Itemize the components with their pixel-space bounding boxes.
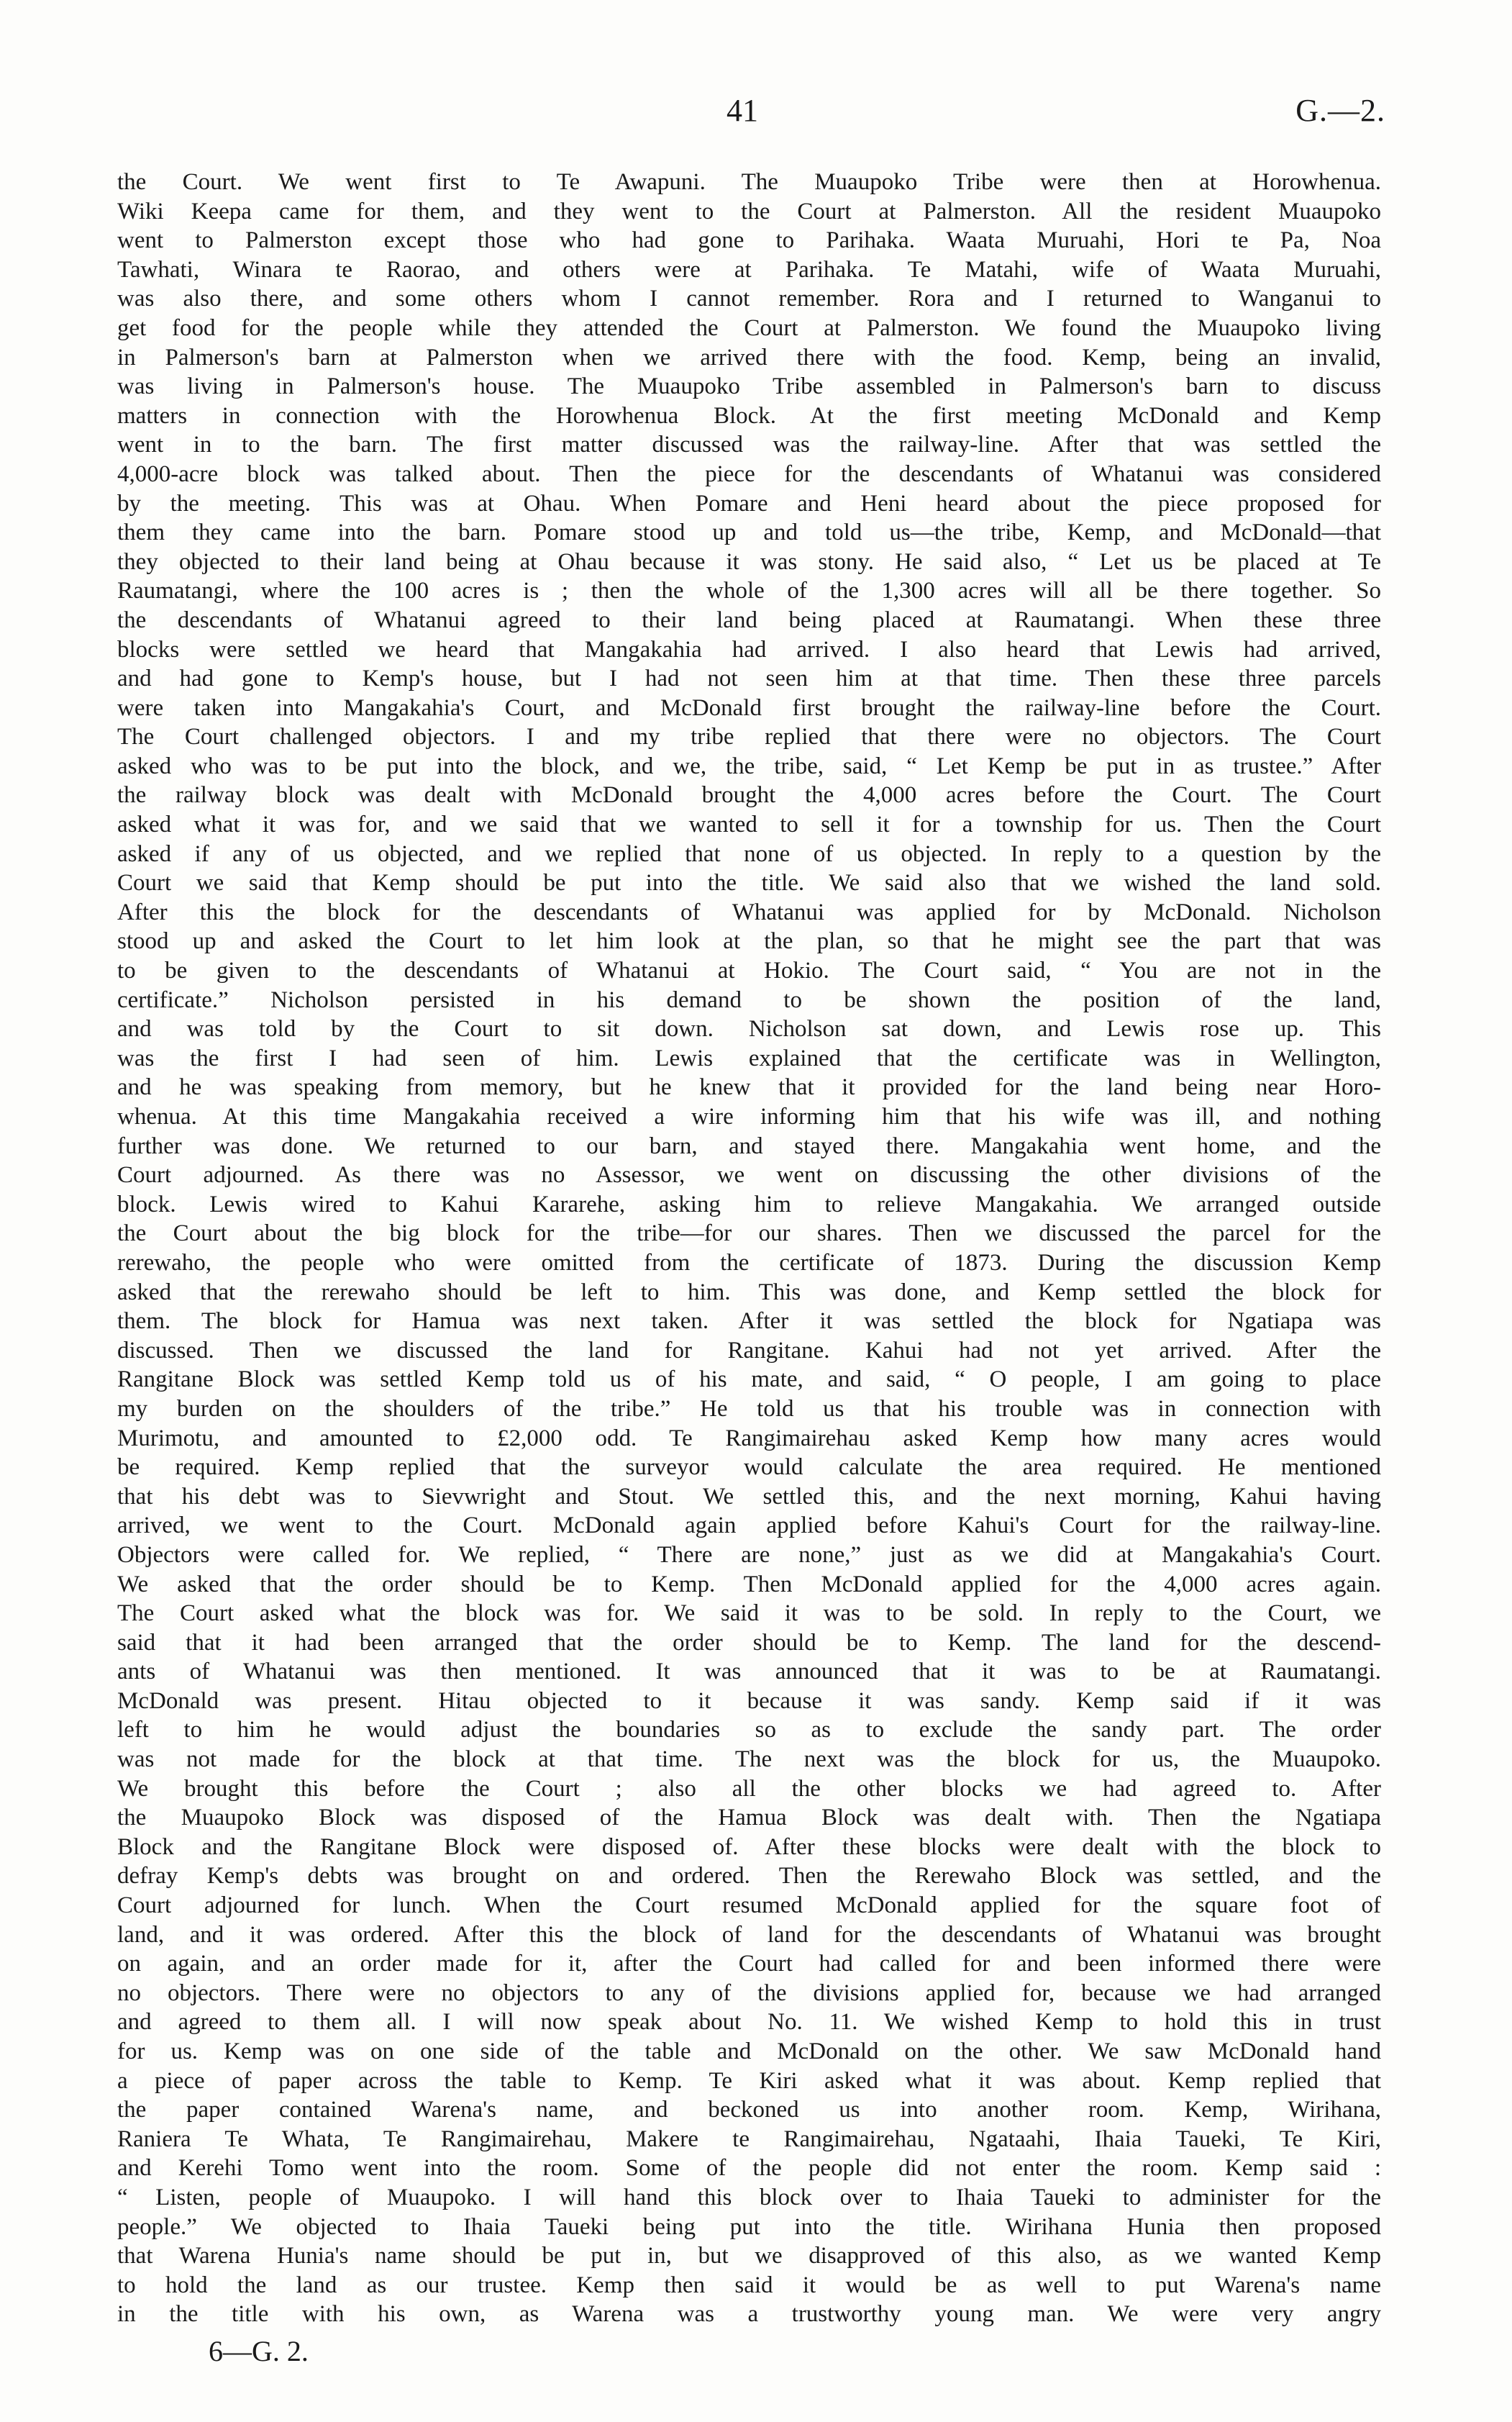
body-line: Block and the Rangitane Block were disposed of. After these blocks were dealt with the block to — [117, 1833, 1381, 1860]
body-line: The Court asked what the block was for. We said it was to be sold. In reply to the Court, we — [117, 1600, 1381, 1627]
body-line: was not made for the block at that time. The next was the block for us, the Muaupoko. — [117, 1746, 1381, 1773]
body-line: further was done. We returned to our barn, and stayed there. Mangakahia went home, and the — [117, 1133, 1381, 1159]
body-line: the Muaupoko Block was disposed of the Hamua Block was dealt with. Then the Ngatiapa — [117, 1805, 1381, 1831]
body-line: my burden on the shoulders of the tribe.” He told us that his trouble was in connection with — [117, 1395, 1381, 1422]
document-reference: G.—2. — [1295, 93, 1385, 128]
body-line: The Court challenged objectors. I and my tribe replied that there were no objectors. The Court — [117, 724, 1381, 750]
body-line: 4,000-acre block was talked about. Then the piece for the descendants of Whatanui was considered — [117, 461, 1381, 487]
body-line: the railway block was dealt with McDonald brought the 4,000 acres before the Court. The Court — [117, 782, 1381, 809]
body-line: no objectors. There were no objectors to any of the divisions applied for, because we had arranged — [117, 1979, 1381, 2006]
body-line: said that it had been arranged that the order should be to Kemp. The land for the descend- — [117, 1629, 1381, 1656]
body-line: Raniera Te Whata, Te Rangimairehau, Makere te Rangimairehau, Ngataahi, Ihaia Taueki, Te Kiri, — [117, 2126, 1381, 2152]
body-line: be required. Kemp replied that the surveyor would calculate the area required. He mentioned — [117, 1454, 1381, 1481]
body-line: Objectors were called for. We replied, “ There are none,” just as we did at Mangakahia's Court. — [117, 1541, 1381, 1568]
body-line: on again, and an order made for it, after the Court had called for and been informed there were — [117, 1951, 1381, 1977]
body-line: left to him he would adjust the boundaries so as to exclude the sandy part. The order — [117, 1717, 1381, 1743]
body-line: that his debt was to Sievwright and Stout. We settled this, and the next morning, Kahui having — [117, 1483, 1381, 1510]
body-line: asked if any of us objected, and we replied that none of us objected. In reply to a question by the — [117, 840, 1381, 867]
body-line: a piece of paper across the table to Kemp. Te Kiri asked what it was about. Kemp replied that — [117, 2067, 1381, 2094]
body-line: Raumatangi, where the 100 acres is ; then the whole of the 1,300 acres will all be there together. So — [117, 578, 1381, 604]
body-line: was living in Palmerson's house. The Muaupoko Tribe assembled in Palmerson's barn to discuss — [117, 373, 1381, 400]
body-line: matters in connection with the Horowhenua Block. At the first meeting McDonald and Kemp — [117, 402, 1381, 429]
body-line: stood up and asked the Court to let him look at the plan, so that he might see the part that was — [117, 928, 1381, 955]
body-line: the Court. We went first to Te Awapuni. The Muaupoko Tribe were then at Horowhenua. — [117, 169, 1381, 195]
body-line: discussed. Then we discussed the land for Rangitane. Kahui had not yet arrived. After the — [117, 1337, 1381, 1364]
body-line: Rangitane Block was settled Kemp told us of his mate, and said, “ O people, I am going to place — [117, 1366, 1381, 1393]
body-line: people.” We objected to Ihaia Taueki being put into the title. Wirihana Hunia then proposed — [117, 2213, 1381, 2240]
body-line: went in to the barn. The first matter discussed was the railway-line. After that was settled the — [117, 432, 1381, 458]
body-line: and he was speaking from memory, but he knew that it provided for the land being near Horo- — [117, 1074, 1381, 1101]
body-line: asked that the rerewaho should be left to him. This was done, and Kemp settled the block for — [117, 1279, 1381, 1305]
body-line: We brought this before the Court ; also all the other blocks we had agreed to. After — [117, 1775, 1381, 1802]
body-line: were taken into Mangakahia's Court, and McDonald first brought the railway-line before the Court. — [117, 694, 1381, 721]
body-line: asked who was to be put into the block, and we, the tribe, said, “ Let Kemp be put in as trustee.” After — [117, 753, 1381, 779]
body-line: land, and it was ordered. After this the block of land for the descendants of Whatanui was brought — [117, 1921, 1381, 1948]
body-line: arrived, we went to the Court. McDonald again applied before Kahui's Court for the railway-line. — [117, 1512, 1381, 1539]
body-line: them. The block for Hamua was next taken. After it was settled the block for Ngatiapa was — [117, 1308, 1381, 1335]
body-line: “ Listen, people of Muaupoko. I will hand this block over to Ihaia Taueki to administer for the — [117, 2184, 1381, 2210]
body-line: and Kerehi Tomo went into the room. Some of the people did not enter the room. Kemp said : — [117, 2155, 1381, 2182]
body-line: Wiki Keepa came for them, and they went to the Court at Palmerston. All the resident Muaupoko — [117, 198, 1381, 224]
body-line: to hold the land as our trustee. Kemp then said it would be as well to put Warena's name — [117, 2272, 1381, 2298]
page-number: 41 — [727, 93, 758, 128]
body-text — [117, 168, 1381, 2329]
body-line: get food for the people while they attended the Court at Palmerston. We found the Muaupoko living — [117, 314, 1381, 341]
body-line: Murimotu, and amounted to £2,000 odd. Te Rangimairehau asked Kemp how many acres would — [117, 1425, 1381, 1451]
body-line: and was told by the Court to sit down. Nicholson sat down, and Lewis rose up. This — [117, 1016, 1381, 1043]
body-line: the Court about the big block for the tribe—for our shares. Then we discussed the parcel for the — [117, 1220, 1381, 1247]
body-line: they objected to their land being at Ohau because it was stony. He said also, “ Let us be placed at Te — [117, 548, 1381, 575]
body-line: Tawhati, Winara te Raorao, and others were at Parihaka. Te Matahi, wife of Waata Muruahi, — [117, 256, 1381, 283]
body-line: and agreed to them all. I will now speak about No. 11. We wished Kemp to hold this in trust — [117, 2009, 1381, 2036]
body-line: block. Lewis wired to Kahui Kararehe, asking him to relieve Mangakahia. We arranged outside — [117, 1191, 1381, 1217]
body-line: rerewaho, the people who were omitted from the certificate of 1873. During the discussion Kemp — [117, 1249, 1381, 1276]
body-line: defray Kemp's debts was brought on and ordered. Then the Rerewaho Block was settled, and the — [117, 1863, 1381, 1890]
body-line: Court adjourned for lunch. When the Court resumed McDonald applied for the square foot of — [117, 1892, 1381, 1919]
body-line: McDonald was present. Hitau objected to it because it was sandy. Kemp said if it was — [117, 1687, 1381, 1714]
body-line: We asked that the order should be to Kemp. Then McDonald applied for the 4,000 acres again. — [117, 1571, 1381, 1597]
body-line: them they came into the barn. Pomare stood up and told us—the tribe, Kemp, and McDonald—that — [117, 520, 1381, 546]
body-line: that Warena Hunia's name should be put in, but we disapproved of this also, as we wanted Kemp — [117, 2243, 1381, 2269]
body-line: After this the block for the descendants of Whatanui was applied for by McDonald. Nicholson — [117, 899, 1381, 925]
body-line: was the first I had seen of him. Lewis explained that the certificate was in Wellington, — [117, 1045, 1381, 1071]
body-line: was also there, and some others whom I cannot remember. Rora and I returned to Wanganui to — [117, 286, 1381, 312]
body-line: in Palmerson's barn at Palmerston when we arrived there with the food. Kemp, being an invalid, — [117, 344, 1381, 371]
body-line: to be given to the descendants of Whatanui at Hokio. The Court said, “ You are not in the — [117, 958, 1381, 984]
printer-signature-mark: 6—G. 2. — [209, 2335, 309, 2367]
body-line: the descendants of Whatanui agreed to their land being placed at Raumatangi. When these three — [117, 607, 1381, 633]
body-line: went to Palmerston except those who had gone to Parihaka. Waata Muruahi, Hori te Pa, Noa — [117, 227, 1381, 254]
body-line: by the meeting. This was at Ohau. When Pomare and Heni heard about the piece proposed for — [117, 490, 1381, 517]
body-line: Court we said that Kemp should be put into the title. We said also that we wished the land sold. — [117, 870, 1381, 897]
body-line: certificate.” Nicholson persisted in his demand to be shown the position of the land, — [117, 987, 1381, 1013]
body-line: blocks were settled we heard that Mangakahia had arrived. I also heard that Lewis had arrived, — [117, 636, 1381, 663]
body-line: Court adjourned. As there was no Assessor, we went on discussing the other divisions of the — [117, 1162, 1381, 1189]
body-line: ants of Whatanui was then mentioned. It was announced that it was to be at Raumatangi. — [117, 1659, 1381, 1685]
body-line: whenua. At this time Mangakahia received a wire informing him that his wife was ill, and nothing — [117, 1104, 1381, 1130]
body-line: asked what it was for, and we said that we wanted to sell it for a township for us. Then the Court — [117, 812, 1381, 838]
body-line: for us. Kemp was on one side of the table and McDonald on the other. We saw McDonald hand — [117, 2038, 1381, 2064]
body-line: and had gone to Kemp's house, but I had not seen him at that time. Then these three parcels — [117, 666, 1381, 692]
body-line: the paper contained Warena's name, and beckoned us into another room. Kemp, Wirihana, — [117, 2097, 1381, 2123]
body-line: in the title with his own, as Warena was a trustworthy young man. We were very angry — [117, 2301, 1381, 2328]
